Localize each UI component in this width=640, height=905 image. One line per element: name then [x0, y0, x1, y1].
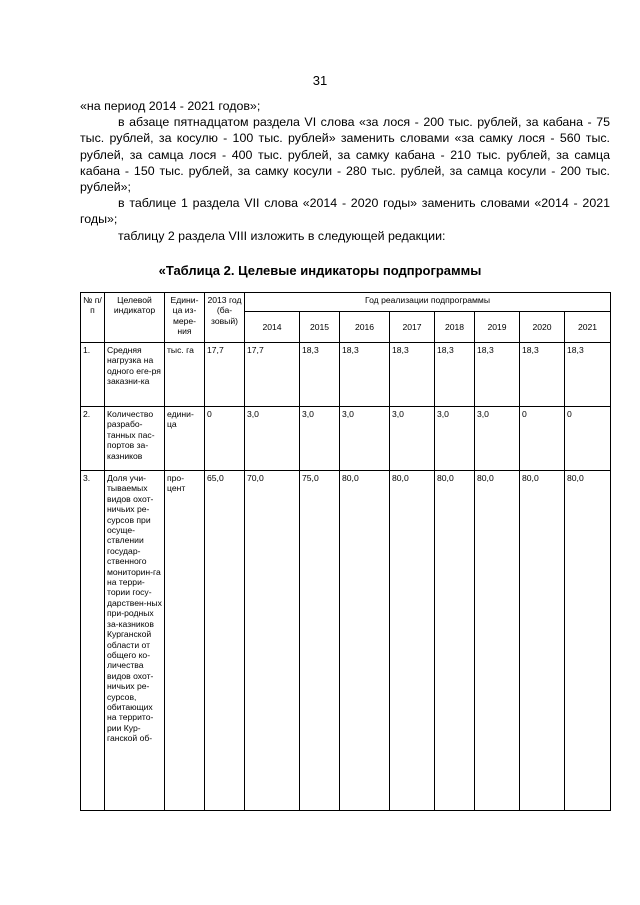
- header-year: 2014: [245, 312, 300, 343]
- row-value: 80,0: [475, 471, 520, 811]
- header-year: 2017: [390, 312, 435, 343]
- row-base: 0: [205, 407, 245, 471]
- table-header-row: [81, 293, 611, 312]
- header-year: 2015: [300, 312, 340, 343]
- paragraph-2: в абзаце пятнадцатом раздела VI слова «за лося - 200 тыс. рублей, за кабана - 75 тыс. рублей, за косулю - 100 тыс. рублей» заменить словами «за самку лося - 560 тыс. рублей, за самца лося - 400 тыс. рублей, за самку кабана - 210 тыс. рублей, за самца кабана - 150 тыс. рублей, за самку косули - 280 тыс. рублей, за самца косули - 200 тыс. рублей»;: [80, 115, 610, 195]
- row-value: 80,0: [390, 471, 435, 811]
- row-unit: едини-ца: [165, 407, 205, 471]
- header-year: 2018: [435, 312, 475, 343]
- row-value: 80,0: [340, 471, 390, 811]
- row-value: 3,0: [435, 407, 475, 471]
- header-num: № п/п: [81, 293, 105, 343]
- row-value: 3,0: [245, 407, 300, 471]
- table-row: [81, 407, 611, 471]
- row-num: 2.: [81, 407, 105, 471]
- header-base-year: 2013 год (ба-зовый): [205, 293, 245, 343]
- page-number: 31: [312, 73, 328, 88]
- row-value: 18,3: [565, 343, 611, 407]
- table-row: [81, 343, 611, 407]
- row-value: 3,0: [300, 407, 340, 471]
- row-unit: тыс. га: [165, 343, 205, 407]
- table-row: [81, 471, 611, 811]
- row-value: 3,0: [390, 407, 435, 471]
- row-num: 1.: [81, 343, 105, 407]
- header-year: 2019: [475, 312, 520, 343]
- row-unit: про-цент: [165, 471, 205, 811]
- header-year: 2021: [565, 312, 611, 343]
- row-value: 18,3: [300, 343, 340, 407]
- row-value: 80,0: [520, 471, 565, 811]
- header-year: 2016: [340, 312, 390, 343]
- row-value: 0: [520, 407, 565, 471]
- row-value: 3,0: [475, 407, 520, 471]
- row-value: 80,0: [435, 471, 475, 811]
- table-title: «Таблица 2. Целевые индикаторы подпрограммы: [158, 263, 482, 278]
- row-indicator: Доля учи-тываемых видов охот-ничьих ре-сурсов при осуще-ствлении государ-ственного мониторин-га на терри-тории госу-дарствен-ных при-родных за-казников Курганской области от общего ко-личества видов охот-ничьих ре-сурсов, обитающих на террито-рии Кур-ганской об-: [105, 471, 165, 811]
- row-value: 18,3: [435, 343, 475, 407]
- row-value: 80,0: [565, 471, 611, 811]
- header-indicator: Целевой индикатор: [105, 293, 165, 343]
- row-value: 18,3: [390, 343, 435, 407]
- indicators-table: [80, 292, 611, 811]
- row-num: 3.: [81, 471, 105, 811]
- row-value: 17,7: [245, 343, 300, 407]
- row-value: 70,0: [245, 471, 300, 811]
- row-indicator: Средняя нагрузка на одного еге-ря заказни-ка: [105, 343, 165, 407]
- row-value: 3,0: [340, 407, 390, 471]
- row-base: 17,7: [205, 343, 245, 407]
- paragraph-4: таблицу 2 раздела VIII изложить в следующей редакции:: [118, 228, 446, 243]
- row-value: 75,0: [300, 471, 340, 811]
- paragraph-3: в таблице 1 раздела VII слова «2014 - 2020 годы» заменить словами «2014 - 2021 годы»;: [80, 196, 610, 227]
- row-value: 0: [565, 407, 611, 471]
- row-value: 18,3: [340, 343, 390, 407]
- row-base: 65,0: [205, 471, 245, 811]
- header-year: 2020: [520, 312, 565, 343]
- body-text: [80, 98, 610, 244]
- paragraph-1: «на период 2014 - 2021 годов»;: [80, 99, 261, 113]
- row-value: 18,3: [520, 343, 565, 407]
- row-value: 18,3: [475, 343, 520, 407]
- row-indicator: Количество разрабо-танных пас-портов за-казников: [105, 407, 165, 471]
- header-years-group: Год реализации подпрограммы: [245, 293, 611, 312]
- header-unit: Едини-ца из-мере-ния: [165, 293, 205, 343]
